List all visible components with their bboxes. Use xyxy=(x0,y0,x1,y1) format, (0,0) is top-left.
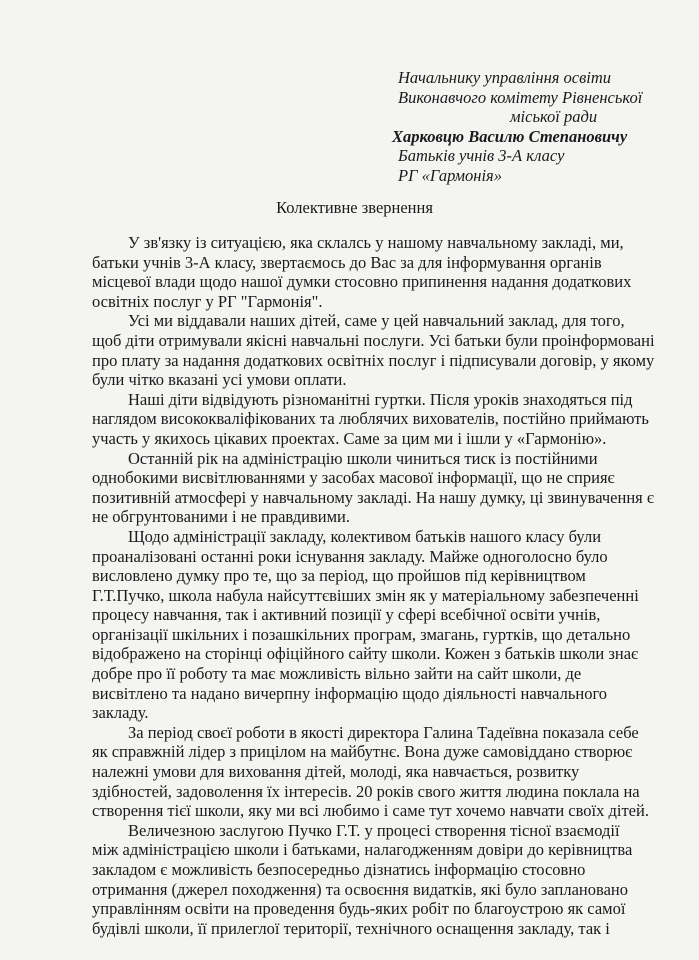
paragraph-line: добре про її роботу та має можливість вільно зайти на сайт школи, де xyxy=(92,664,582,684)
addressee-line: Виконавчого комітету Рівненської xyxy=(398,87,643,107)
paragraph-line: закладом є можливість безпосередньо дізнатись інформацію стосовно xyxy=(92,860,586,879)
addressee-block xyxy=(392,68,643,185)
paragraph xyxy=(92,233,632,311)
paragraph-line: Усі ми віддавали наших дітей, саме у цей навчальний заклад, для того, xyxy=(128,311,625,331)
addressee-line: міської ради xyxy=(510,107,598,126)
addressee-line: Начальнику управління освіти xyxy=(398,68,612,87)
paragraph-line: позитивній атмосфері у навчальному закладі. На нашу думку, ці звинувачення є xyxy=(92,487,654,507)
paragraph-line: Наші діти відвідують різноманітні гуртки. Після уроків знаходяться під xyxy=(128,389,633,409)
sender-line: Батьків учнів 3-А класу xyxy=(398,146,565,165)
paragraph-line: Щодо адміністрації закладу, колективом батьків нашого класу були xyxy=(128,526,602,546)
paragraph-line: За період своєї роботи в якості директора Галина Тадеївна показала себе xyxy=(128,722,639,742)
paragraph-line: організації шкільних і позашкільних програм, змагань, гуртків, що детально xyxy=(92,624,631,644)
paragraph-line: належні умови для виховання дітей, молоді, яка навчається, розвитку xyxy=(92,762,580,782)
paragraph-line: щоб діти отримували якісні навчальні послуги. Усі батьки були проінформовані xyxy=(92,330,655,350)
paragraph-line: однобокими висвітлюваннями у засобах масової інформації, що не сприяє xyxy=(92,468,615,488)
paragraph-line: Г.Т.Пучко, школа набула найсуттєвіших змін як у матеріальному забезпеченні xyxy=(92,585,639,605)
document-title: Колективне звернення xyxy=(276,198,433,217)
paragraph-line: між адміністрацією школи і батьками, налагодженням довіри до керівництва xyxy=(92,840,633,860)
paragraph xyxy=(92,448,654,527)
paragraph xyxy=(92,311,655,390)
paragraph-line: Величезною заслугою Пучко Г.Т. у процесі створення тісної взаємодії xyxy=(128,820,620,840)
paragraph-line: будівлі школи, її прилеглої території, технічного оснащення закладу, так і xyxy=(92,918,610,938)
addressee-name: Харковцю Василю Степановичу xyxy=(392,126,628,146)
paragraph-line: як справжній лідер з прицілом на майбутнє. Вона дуже самовіддано створює xyxy=(92,742,633,762)
paragraph-line: наглядом висококваліфікованих та люблячих вихователів, постійно приймають xyxy=(92,409,649,429)
paragraph-line: Останній рік на адміністрацію школи чиниться тиск із постійними xyxy=(128,448,598,468)
paragraph xyxy=(92,722,649,821)
paragraph-line: відображено на сторінці офіційного сайту школи. Кожен з батьків школи знає xyxy=(92,644,639,664)
paragraph-line: місцевої влади щодо нашої думки стосовно припинення надання додаткових xyxy=(92,272,632,292)
paragraph xyxy=(92,821,632,939)
paragraph-line: були чітко вказані усі умови оплати. xyxy=(92,370,347,390)
paragraph-line: закладу. xyxy=(92,703,149,723)
paragraph xyxy=(92,389,649,449)
paragraph-line: батьки учнів 3-А класу, звертаємось до Вас за для інформування органів xyxy=(92,252,602,272)
paragraph-line: У зв'язку із ситуацією, яка склалсь у нашому навчальному закладі, ми, xyxy=(128,233,624,252)
document-body xyxy=(92,233,655,938)
paragraph-line: не обгрунтованими і не правдивими. xyxy=(92,507,351,527)
paragraph-line: участь у якихось цікавих проектах. Саме за цим ми і ішли у «Гармонію». xyxy=(92,428,607,448)
paragraph-line: проаналізовані останні роки існування закладу. Майже одноголосно було xyxy=(92,546,608,566)
paragraph-line: здібностей, задоволення їх інтересів. 20 років свого життя людина поклала на xyxy=(92,781,640,801)
paragraph-line: створення тієї школи, яку ми всі любимо і саме тут хочемо навчати своїх дітей. xyxy=(92,801,649,821)
paragraph-line: про плату за надання додаткових освітніх послуг і підписували договір, у якому xyxy=(92,350,655,370)
paragraph-line: висвітлено та надано вичерпну інформацію щодо діяльності навчального xyxy=(92,683,608,703)
paragraph-line: процесу навчання, так і активний позиції у сфері всебічної освіти учнів, xyxy=(92,605,601,625)
paragraph-line: освітніх послуг у РГ "Гармонія". xyxy=(92,291,323,311)
paragraph-line: отримання (джерел походження) та освоєння видатків, які було заплановано xyxy=(92,879,628,899)
paragraph-line: управлінням освіти на проведення будь-яких робіт по благоустрою як самої xyxy=(92,899,626,919)
paragraph xyxy=(92,526,639,723)
sender-line: РГ «Гармонія» xyxy=(398,165,502,185)
paragraph-line: висловлено думку про те, що за період, що пройшов під керівництвом xyxy=(92,566,586,586)
